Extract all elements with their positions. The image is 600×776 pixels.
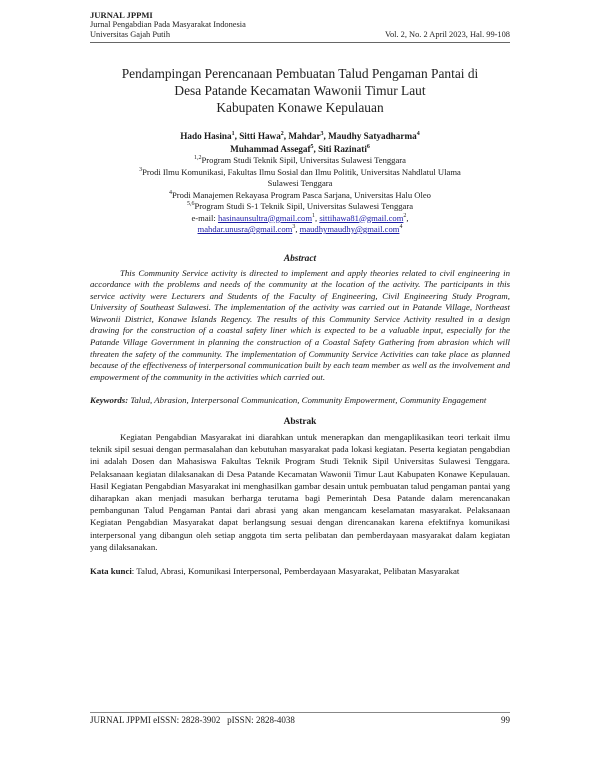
affil-text: Prodi Ilmu Komunikasi, Fakultas Ilmu Sosial dan Ilmu Politik, Universitas Nahdlatul Ulama [142,166,461,177]
title-line: Desa Patande Kecamatan Wawonii Timur Laut [174,83,426,98]
paper-page [90,10,510,577]
email-link-2[interactable]: sittihawa81@gmail.com [319,212,404,223]
affil-sup: 3 [139,166,143,173]
journal-header [90,10,510,40]
email-sup: 1 [312,212,316,219]
author-line: Hado Hasina$^1$, Sitti Hawa$^2$, Mahdar$^3$, Maudhy Satyadharma$^4$ [180,130,420,141]
kata-kunci-label: Kata kunci [90,566,132,577]
abstrak-body: Kegiatan Pengabdian Masyarakat ini diarahkan untuk menerapkan dan mengaplikasikan teori terkait ilmu teknik sipil sesuai dengan permasalahan dan kebutuhan masyarakat pada lokasi kegiatan. Peserta kegiatan pengabdian ini adalah Dosen dan Mahasiswa Fakultas Teknik Program Studi Teknik Sipil Universitas Sulawesi Tenggara. Pelaksanaan kegiatan dilaksanakan di Desa Patande Kecamatan Wawonii Timur Laut Kabupaten Konawe Kepulauan. Hasil Kegiatan Pengabdian Masyarakat ini menghasilkan gambar desain untuk pembuatan talud pengaman pantai yang diharapkan akan menjadi masukan berharga terutama bagi Pemerintah Desa Patande dalam merencanakan pembangunan Talud Pengaman Pantai dari abrasi yang akan mengancam keselamatan masyarakat. Pelaksanaan Kegiatan Pengabdian Masyarakat dapat berlangsung sesuai dengan direncanakan karena efektifnya komunikasi interpersonal yang dibangun oleh setiap anggota tim serta pelibatan dan pemberdayaan masyarakat dalam kegiatan yang dilaksanakan. [90,432,510,552]
author-name: Hado Hasina [180,131,232,141]
title-line: Kabupaten Konawe Kepulauan [216,100,384,115]
paper-title [90,65,510,116]
affiliations [90,155,510,236]
author-sup: 6 [366,143,370,150]
author-name: Mahdar [288,131,321,141]
affiliation-cont: Sulawesi Tenggara [267,178,333,188]
email-list-cont: mahdar.unusra@gmail.com$^3$, maudhymaudhy@gmail.com$^4$ [197,224,403,234]
email-list: e-mail: hasinaunsultra@gmail.com$^1$, sittihawa81@gmail.com$^2$, [191,212,409,223]
email-link-4[interactable]: maudhymaudhy@gmail.com [299,224,400,234]
affil-sup: 5,6 [186,201,195,208]
affiliation [90,190,510,202]
journal-university: Universitas Gajah Putih [90,30,171,39]
page-footer [90,712,510,725]
abstrak-heading: Abstrak [283,417,317,428]
abstract-heading: Abstract [283,253,317,264]
title-line: Pendampingan Perencanaan Pembuatan Talud Pengaman Pantai di [121,66,479,81]
keywords [90,395,510,407]
author-name: Sitti Hawa [239,131,281,141]
affiliation [90,201,510,213]
affiliation [90,167,510,179]
volume-info: Vol. 2, No. 2 April 2023, Hal. 99-108 [384,30,510,39]
kata-kunci-text: : Talud, Abrasi, Komunikasi Interpersonal, Pemberdayaan Masyarakat, Pelibatan Masyarakat [131,566,460,577]
abstract-body: This Community Service activity is directed to implement and apply theories related to civil engineering in accordance with the problems and needs of the community at the location of the activity. The participants in this service activity were Lecturers and Students of the Faculty of Engineering, Civil Engineering Study Program, University of Southeast Sulawesi. The implementation of the activity was carried out in Patande Village, Northeast Wawonii District, Konawe Islands Regency. The results of this Community Service Activity resulted in a design drawing for the construction of a coastal safety liner which is expected to be a valuable input, especially for the Patande Village Government in planning the construction of a Coastal Safety Gathering from abrasion which will threaten the safety of the community. The implementation of Community Service Activities can take place as planned because of the effectiveness of interpersonal communication built by each team member as well as the involvement and empowerment of the community in the activities which carried out. [90,267,510,382]
author-sup: 1 [231,130,235,137]
email-link-1[interactable]: hasinaunsultra@gmail.com [217,212,313,223]
journal-name: JURNAL JPPMI [90,10,153,20]
affiliation [90,155,510,167]
affil-text: Program Studi S-1 Teknik Sipil, Universitas Sulawesi Tenggara [194,201,414,211]
author-sup: 3 [320,130,324,137]
author-sup: 5 [310,143,314,150]
author-line: Muhammad Assegaf$^5$, Siti Razinati$^6$ [230,143,370,154]
affil-text: Prodi Manajemen Rekayasa Program Pasca Sarjana, Universitas Halu Oleo [172,189,431,200]
email-sup: 2 [403,212,407,219]
email-sup: 3 [292,224,296,231]
affil-sup: 4 [169,189,173,196]
affil-sup: 1,2 [194,155,202,162]
author-list [90,130,510,155]
author-name: Siti Razinati [318,143,367,154]
header-divider [90,42,510,43]
author-name: Muhammad Assegaf [230,143,311,154]
affil-text: Program Studi Teknik Sipil, Universitas Sulawesi Tenggara [201,155,406,165]
footer-divider [90,712,510,713]
author-sup: 4 [416,130,420,137]
author-name: Maudhy Satyadharma [328,131,417,141]
kata-kunci [90,565,510,577]
email-label: e-mail: [191,212,216,223]
journal-full-name: Jurnal Pengabdian Pada Masyarakat Indonesia [90,20,246,29]
author-sup: 2 [280,130,284,137]
page-number: 99 [501,715,510,725]
email-sup: 4 [399,224,403,231]
keywords-label: Keywords: [90,395,129,406]
email-link-3[interactable]: mahdar.unusra@gmail.com [197,224,293,234]
keywords-text: Talud, Abrasion, Interpersonal Communication, Community Empowerment, Community Engagement [130,395,487,406]
footer-issn: JURNAL JPPMI eISSN: 2828-3902 pISSN: 2828-4038 [90,715,295,725]
journal-header-left [90,10,246,40]
